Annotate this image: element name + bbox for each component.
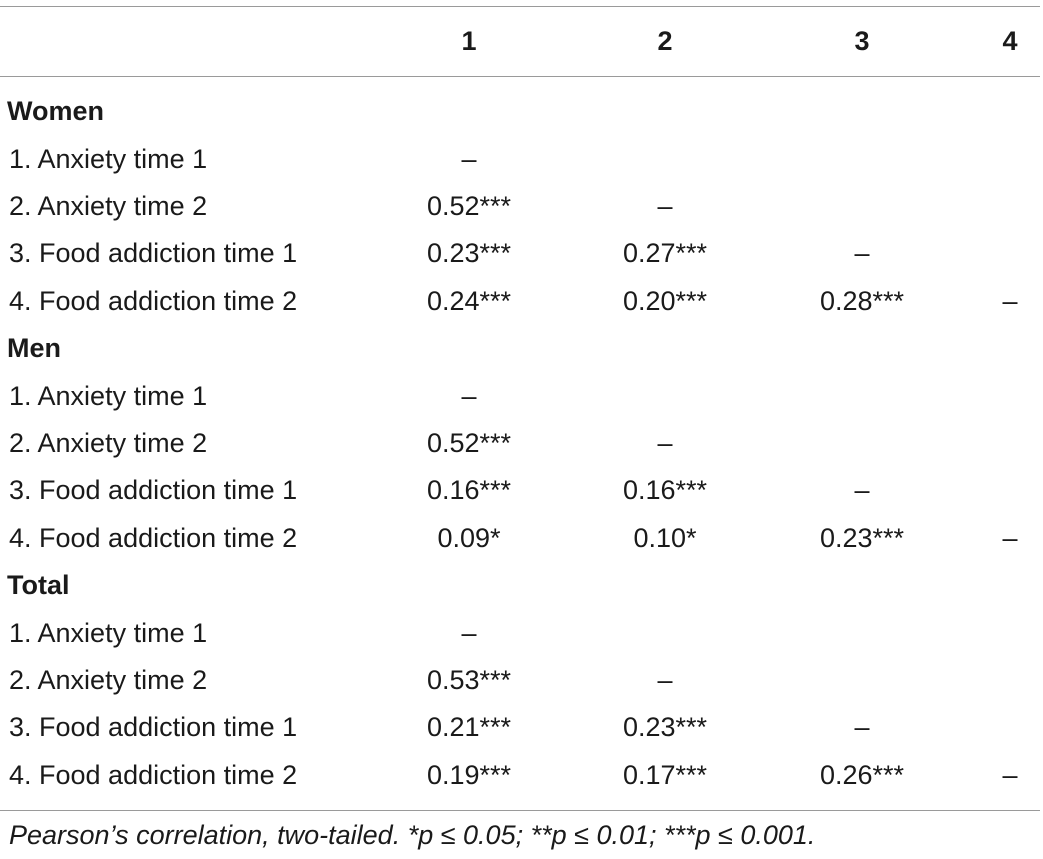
table-header-rule: [0, 76, 1040, 77]
table-cell: –: [1002, 286, 1018, 316]
section-heading-row: [0, 325, 1043, 372]
section-heading-row: [0, 562, 1043, 609]
section-title-women: Women: [7, 96, 105, 126]
table-cell: 0.23***: [622, 712, 708, 742]
table-cell: 0.28***: [819, 286, 905, 316]
section-title-men: Men: [7, 333, 61, 363]
section-heading-row: [0, 88, 1043, 135]
table-cell: [980, 183, 1040, 230]
column-header-2: 2: [657, 26, 673, 56]
table-cell: [782, 136, 942, 183]
row-label: 4. Food addiction time 2: [9, 760, 298, 790]
row-label: 1. Anxiety time 1: [9, 381, 208, 411]
table-cell: 0.52***: [426, 191, 512, 221]
table-cell: 0.52***: [426, 428, 512, 458]
table-cell: 0.09*: [437, 523, 501, 553]
row-label: 2. Anxiety time 2: [9, 665, 208, 695]
row-label: 2. Anxiety time 2: [9, 428, 208, 458]
table-cell: 0.26***: [819, 760, 905, 790]
table-cell: 0.10*: [633, 523, 697, 553]
table-header-row: [0, 18, 1043, 65]
table-cell: 0.24***: [426, 286, 512, 316]
table-row: [0, 515, 1043, 562]
table-row: [0, 420, 1043, 467]
table-cell: –: [854, 238, 870, 268]
table-cell: [782, 420, 942, 467]
table-cell: –: [461, 618, 477, 648]
table-footnote: Pearson’s correlation, two-tailed. *p ≤ 0.05; **p ≤ 0.01; ***p ≤ 0.001.: [9, 820, 816, 850]
table-cell: [980, 420, 1040, 467]
table-cell: 0.17***: [622, 760, 708, 790]
table-cell: –: [1002, 523, 1018, 553]
table-top-rule: [0, 6, 1040, 7]
table-cell: [980, 610, 1040, 657]
table-cell: [980, 136, 1040, 183]
table-row: [0, 704, 1043, 751]
table-cell: 0.20***: [622, 286, 708, 316]
table-cell: [980, 704, 1040, 751]
row-label: 4. Food addiction time 2: [9, 286, 298, 316]
table-bottom-rule: [0, 810, 1040, 811]
table-cell: –: [461, 381, 477, 411]
table-row: [0, 183, 1043, 230]
row-label: 3. Food addiction time 1: [9, 475, 298, 505]
column-header-1: 1: [461, 26, 477, 56]
row-label: 3. Food addiction time 1: [9, 238, 298, 268]
table-row: [0, 373, 1043, 420]
table-cell: –: [657, 428, 673, 458]
table-cell: 0.16***: [622, 475, 708, 505]
row-label: 1. Anxiety time 1: [9, 618, 208, 648]
row-label: 1. Anxiety time 1: [9, 144, 208, 174]
table-cell: 0.23***: [426, 238, 512, 268]
table-cell: [782, 373, 942, 420]
table-cell: [585, 136, 745, 183]
table-cell: 0.21***: [426, 712, 512, 742]
table-cell: 0.27***: [622, 238, 708, 268]
table-cell: –: [854, 712, 870, 742]
table-row: [0, 752, 1043, 799]
table-row: [0, 467, 1043, 514]
table-cell: 0.23***: [819, 523, 905, 553]
table-cell: [980, 230, 1040, 277]
row-label: 2. Anxiety time 2: [9, 191, 208, 221]
table-cell: [980, 373, 1040, 420]
table-cell: [782, 657, 942, 704]
table-row: [0, 230, 1043, 277]
table-row: [0, 657, 1043, 704]
table-cell: –: [657, 191, 673, 221]
table-cell: [782, 183, 942, 230]
table-cell: [980, 657, 1040, 704]
table-cell: –: [461, 144, 477, 174]
column-header-4: 4: [1002, 26, 1018, 56]
row-label: 3. Food addiction time 1: [9, 712, 298, 742]
table-cell: –: [854, 475, 870, 505]
table-cell: [980, 467, 1040, 514]
table-cell: [782, 610, 942, 657]
table-row: [0, 136, 1043, 183]
table-cell: [585, 610, 745, 657]
table-cell: –: [657, 665, 673, 695]
section-title-total: Total: [7, 570, 70, 600]
table-cell: [585, 373, 745, 420]
table-cell: 0.19***: [426, 760, 512, 790]
table-row: [0, 278, 1043, 325]
table-cell: –: [1002, 760, 1018, 790]
row-label: 4. Food addiction time 2: [9, 523, 298, 553]
table-cell: 0.16***: [426, 475, 512, 505]
table-cell: 0.53***: [426, 665, 512, 695]
column-header-3: 3: [854, 26, 870, 56]
table-row: [0, 610, 1043, 657]
